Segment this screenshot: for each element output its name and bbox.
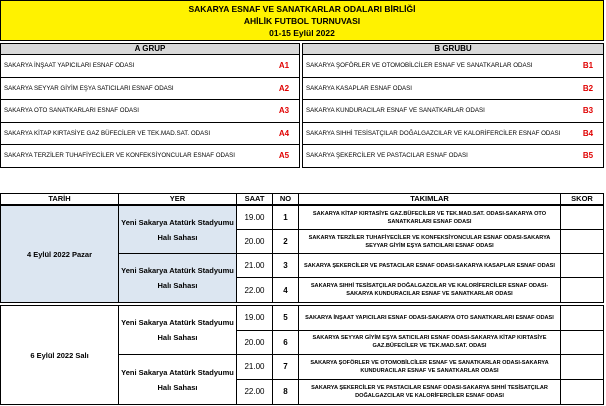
match-teams: SAKARYA İNŞAAT YAPICILARI ESNAF ODASI-SAKARYA OTO SANATKARLARI ESNAF ODASI xyxy=(299,306,561,331)
match-row xyxy=(237,230,603,254)
venue-label: Yeni Sakarya Atatürk Stadyumu Halı Sahası xyxy=(119,254,237,302)
match-row xyxy=(237,306,603,331)
team-name: SAKARYA İNŞAAT YAPICILARI ESNAF ODASI xyxy=(4,62,135,69)
match-time: 19.00 xyxy=(237,306,273,331)
match-score xyxy=(561,206,603,230)
venue-label: Yeni Sakarya Atatürk Stadyumu Halı Sahası xyxy=(119,355,237,404)
header-takimlar: TAKIMLAR xyxy=(298,193,560,205)
match-score xyxy=(561,355,603,380)
match-score xyxy=(561,278,603,302)
group-b-team-row xyxy=(302,100,604,123)
match-teams: SAKARYA ŞEKERCİLER VE PASTACILAR ESNAF ODASI-SAKARYA SIHHİ TESİSATÇILAR DOĞALGAZCILAR VE KALORİFERCİLER ESNAF ODASI xyxy=(299,380,561,405)
group-a-team-row xyxy=(0,55,300,78)
team-name: SAKARYA TERZİLER TUHAFİYECİLER VE KONFEKSİYONCULAR ESNAF ODASI xyxy=(4,152,235,159)
group-a-header: A GRUP xyxy=(0,43,300,55)
team-code: A2 xyxy=(278,83,290,93)
match-number: 7 xyxy=(273,355,299,380)
group-a-team-row xyxy=(0,145,300,168)
group-b-header: B GRUBU xyxy=(302,43,604,55)
title-banner xyxy=(0,0,604,41)
team-code: B1 xyxy=(582,61,594,71)
match-time: 20.00 xyxy=(237,230,273,254)
team-name: SAKARYA ŞEKERCİLER VE PASTACILAR ESNAF ODASI xyxy=(306,152,468,159)
venue-label: Yeni Sakarya Atatürk Stadyumu Halı Sahası xyxy=(119,206,237,254)
match-teams: SAKARYA KİTAP KIRTASİYE GAZ.BÜFECİLER VE TEK.MAD.SAT. ODASI-SAKARYA OTO SANATKARLARI ESNAF ODASI xyxy=(299,206,561,230)
title-line-2: AHİLİK FUTBOL TURNUVASI xyxy=(243,16,361,26)
header-skor: SKOR xyxy=(560,193,604,205)
match-row xyxy=(237,355,603,380)
match-teams: SAKARYA SIHHİ TESİSATÇILAR DOĞALGAZCILAR VE KALORİFERCİLER ESNAF ODASI-SAKARYA KUNDURACILAR ESNAF VE SANATKARLAR ODASI xyxy=(299,278,561,302)
match-score xyxy=(561,230,603,254)
header-tarih: TARİH xyxy=(0,193,118,205)
title-line-3: 01-15 Eylül 2022 xyxy=(269,28,335,38)
group-b-team-row xyxy=(302,55,604,78)
group-a-team-row xyxy=(0,123,300,146)
match-number: 8 xyxy=(273,380,299,405)
match-score xyxy=(561,331,603,356)
title-line-1: SAKARYA ESNAF VE SANATKARLAR ODALARI BİRLİĞİ xyxy=(188,4,416,14)
group-b-team-row xyxy=(302,123,604,146)
match-score xyxy=(561,254,603,278)
group-a-list xyxy=(0,55,300,168)
team-code: B2 xyxy=(582,83,594,93)
match-number: 6 xyxy=(273,331,299,356)
match-row xyxy=(237,254,603,278)
match-time: 20.00 xyxy=(237,331,273,356)
match-number: 5 xyxy=(273,306,299,331)
match-teams: SAKARYA TERZİLER TUHAFİYECİLER VE KONFEKSİYONCULAR ESNAF ODASI-SAKARYA SEYYAR GİYİM EŞYA SATICILARI ESNAF ODASI xyxy=(299,230,561,254)
team-code: A1 xyxy=(278,61,290,71)
match-number: 2 xyxy=(273,230,299,254)
team-code: B3 xyxy=(582,106,594,116)
team-name: SAKARYA KUNDURACILAR ESNAF VE SANATKARLAR ODASI xyxy=(306,107,485,114)
day-block xyxy=(0,205,604,303)
group-a-team-row xyxy=(0,78,300,101)
team-name: SAKARYA SEYYAR GİYİM EŞYA SATICILARI ESNAF ODASI xyxy=(4,84,174,92)
team-name: SAKARYA OTO SANATKARLARI ESNAF ODASI xyxy=(4,107,140,114)
day-date: 6 Eylül 2022 Salı xyxy=(1,306,119,404)
group-a-team-row xyxy=(0,100,300,123)
team-code: B5 xyxy=(582,151,594,161)
group-b-team-row xyxy=(302,145,604,168)
match-number: 3 xyxy=(273,254,299,278)
match-teams: SAKARYA SEYYAR GİYİM EŞYA SATICILARI ESNAF ODASI-SAKARYA KİTAP KIRTASİYE GAZ.BÜFECİLER VE TEK.MAD.SAT. ODASI xyxy=(299,331,561,356)
match-row xyxy=(237,206,603,230)
match-time: 19.00 xyxy=(237,206,273,230)
match-score xyxy=(561,380,603,405)
match-row xyxy=(237,331,603,356)
match-score xyxy=(561,306,603,331)
match-number: 1 xyxy=(273,206,299,230)
venue-label: Yeni Sakarya Atatürk Stadyumu Halı Sahası xyxy=(119,306,237,355)
match-number: 4 xyxy=(273,278,299,302)
team-code: A5 xyxy=(278,151,290,161)
match-time: 21.00 xyxy=(237,355,273,380)
header-yer: YER xyxy=(118,193,236,205)
day-block xyxy=(0,305,604,405)
team-code: B4 xyxy=(582,128,594,138)
team-name: SAKARYA ŞOFÖRLER VE OTOMOBİLCİLER ESNAF VE SANATKARLAR ODASI xyxy=(306,62,533,69)
team-name: SAKARYA SIHHİ TESİSATÇILAR DOĞALGAZCILAR VE KALORİFERCİLER ESNAF ODASI xyxy=(306,129,561,137)
team-name: SAKARYA KİTAP KIRTASİYE GAZ BÜFECİLER VE TEK.MAD.SAT. ODASI xyxy=(4,129,211,137)
match-time: 22.00 xyxy=(237,380,273,405)
team-code: A4 xyxy=(278,128,290,138)
match-teams: SAKARYA ŞEKERCİLER VE PASTACILAR ESNAF ODASI-SAKARYA KASAPLAR ESNAF ODASI xyxy=(299,254,561,278)
match-row xyxy=(237,380,603,405)
match-teams: SAKARYA ŞOFÖRLER VE OTOMOBİLCİLER ESNAF VE SANATKARLAR ODASI-SAKARYA KUNDURACILAR ESNAF VE SANATKARLAR ODASI xyxy=(299,355,561,380)
team-code: A3 xyxy=(278,106,290,116)
match-time: 21.00 xyxy=(237,254,273,278)
match-time: 22.00 xyxy=(237,278,273,302)
fixture-header-row xyxy=(0,193,604,205)
group-b-team-row xyxy=(302,78,604,101)
header-saat: SAAT xyxy=(236,193,272,205)
group-b-list xyxy=(302,55,604,168)
day-date: 4 Eylül 2022 Pazar xyxy=(1,206,119,302)
team-name: SAKARYA KASAPLAR ESNAF ODASI xyxy=(306,84,413,92)
match-row xyxy=(237,278,603,302)
header-no: NO xyxy=(272,193,298,205)
